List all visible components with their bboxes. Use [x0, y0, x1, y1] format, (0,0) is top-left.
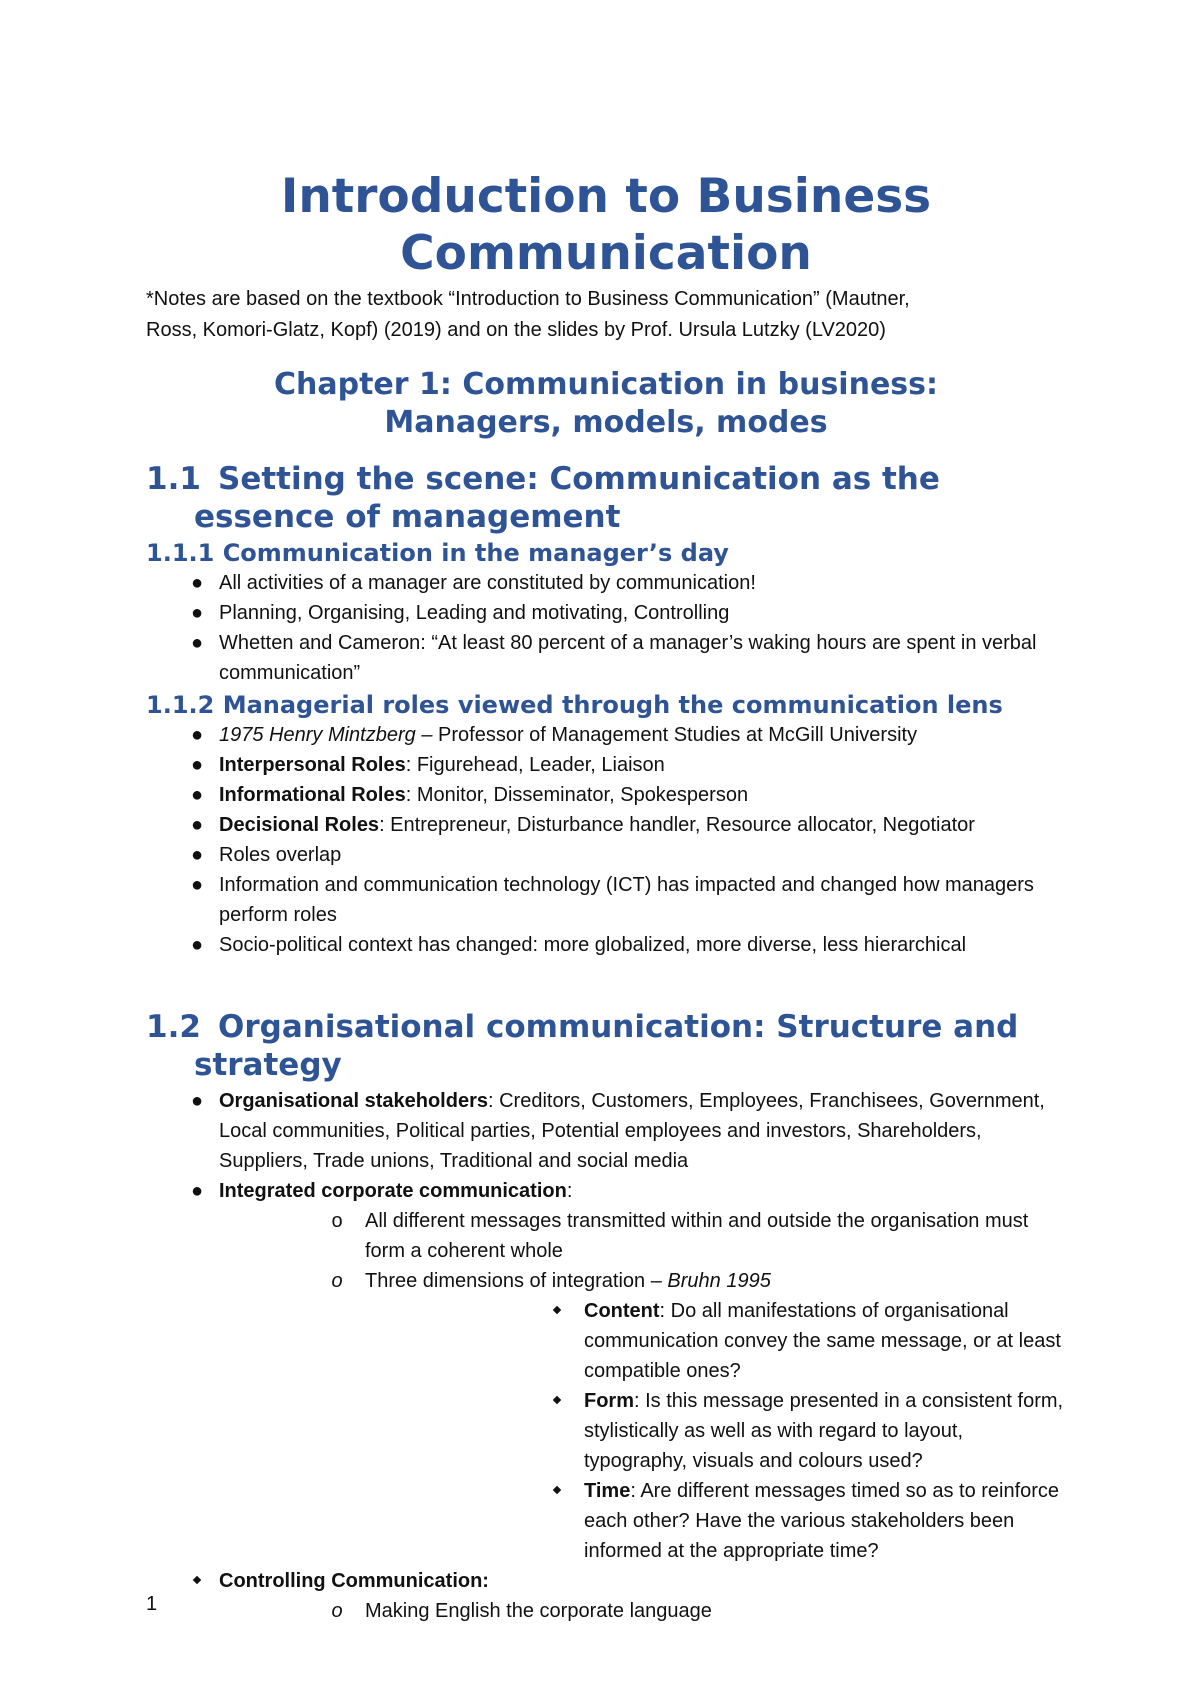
square-bullet-icon: [547, 1296, 567, 1326]
square-bullet-icon: [547, 1386, 567, 1416]
section-1-1-2-heading: 1.1.2 Managerial roles viewed through the communication lens: [146, 691, 1003, 719]
list-item-bold: Interpersonal Roles: [219, 754, 406, 776]
list-item-text: Planning, Organising, Leading and motivating, Controlling: [219, 602, 730, 624]
bullet-icon: ●: [190, 1090, 204, 1112]
page-number: 1: [146, 1593, 158, 1615]
integrated-sublist: [219, 1206, 1066, 1566]
section-1-1-1-heading: 1.1.1 Communication in the manager’s day: [146, 539, 729, 567]
dimensions-sublist: [365, 1296, 1066, 1566]
list-item-text: Socio-political context has changed: more globalized, more diverse, less hierarchical: [219, 934, 967, 956]
controlling-sublist: [219, 1596, 1066, 1626]
dimension-item: [365, 1296, 1066, 1386]
dimension-item: [365, 1476, 1066, 1566]
section-title: Organisational communication: Structure and strategy: [194, 1009, 1019, 1083]
list-item-text: Information and communication technology (ICT) has impacted and changed how managers perform roles: [219, 874, 1034, 926]
list-item-text: : Entrepreneur, Disturbance handler, Resource allocator, Negotiator: [379, 814, 975, 836]
circle-bullet-icon: o: [331, 1270, 343, 1292]
bullet-icon: ●: [190, 814, 204, 836]
list-item-text: – Professor of Management Studies at McGill University: [415, 724, 918, 746]
list-item-text: All activities of a manager are constituted by communication!: [219, 572, 756, 594]
list-item-italic: 1975 Henry Mintzberg: [219, 724, 416, 746]
bullet-icon: ●: [190, 784, 204, 806]
list-item-text: : Monitor, Disseminator, Spokesperson: [405, 784, 749, 806]
list-item: [146, 568, 1066, 598]
list-item: [146, 720, 1066, 750]
list-item: [146, 598, 1066, 628]
list-item: [146, 628, 1066, 688]
list-item-text: Making English the corporate language: [365, 1600, 712, 1622]
list-item-bold: Controlling Communication:: [219, 1570, 489, 1592]
section-1-1-1-list: [146, 568, 1066, 688]
chapter-heading: [146, 366, 1066, 442]
list-item: [146, 1566, 1066, 1626]
title-line-2: Communication: [400, 226, 812, 281]
list-item: [146, 840, 1066, 870]
page-content: [146, 168, 1066, 1626]
list-item: [146, 870, 1066, 930]
bullet-icon: ●: [190, 754, 204, 776]
bullet-icon: ●: [190, 934, 204, 956]
document-title: [146, 168, 1066, 282]
notes-line-2: Ross, Komori-Glatz, Kopf) (2019) and on the slides by Prof. Ursula Lutzky (LV2020): [146, 319, 886, 341]
section-1-1-heading: [146, 460, 1066, 536]
list-item-text: : Is this message presented in a consistent form, stylistically as well as with regard to layout, typography, visuals and colours used?: [584, 1390, 1064, 1472]
list-item-text: Roles overlap: [219, 844, 342, 866]
list-item-text: :: [566, 1180, 573, 1202]
section-1-2-heading: [146, 1008, 1066, 1084]
chapter-line-2: Managers, models, modes: [384, 405, 828, 440]
sublist-item: [219, 1206, 1066, 1266]
bullet-icon: ●: [190, 572, 204, 594]
dimension-item: [365, 1386, 1066, 1476]
bullet-icon: ●: [190, 874, 204, 896]
list-item-text: : Creditors, Customers, Employees, Franchisees, Government, Local communities, Political parties, Potential employees and investors, Shareholders, Suppliers, Trade unions, Traditional and social media: [219, 1090, 1045, 1172]
list-item-bold: Integrated corporate communication: [219, 1180, 567, 1202]
list-item: [146, 780, 1066, 810]
list-item-text: : Are different messages timed so as to reinforce each other? Have the various stakeholders been informed at the appropriate time?: [584, 1480, 1060, 1562]
list-item-bold: Content: [584, 1300, 660, 1322]
list-item-bold: Organisational stakeholders: [219, 1090, 488, 1112]
bullet-icon: ●: [190, 724, 204, 746]
section-1-2-list: [146, 1086, 1066, 1626]
section-1-1-2-list: [146, 720, 1066, 960]
list-item-bold: Informational Roles: [219, 784, 406, 806]
title-line-1: Introduction to Business: [280, 169, 932, 224]
section-number: 1.2: [146, 1009, 201, 1045]
square-bullet-icon: [187, 1566, 207, 1596]
list-item-bold: Time: [584, 1480, 631, 1502]
list-item-italic: Bruhn 1995: [667, 1270, 771, 1292]
circle-bullet-icon: o: [331, 1600, 343, 1622]
list-item-bold: Decisional Roles: [219, 814, 380, 836]
list-item-bold: Form: [584, 1390, 634, 1412]
source-notes: [146, 284, 1066, 346]
list-item: [146, 1086, 1066, 1176]
list-item-text: Whetten and Cameron: “At least 80 percent of a manager’s waking hours are spent in verbal communication”: [219, 632, 1037, 684]
circle-bullet-icon: o: [331, 1210, 343, 1232]
bullet-icon: ●: [190, 844, 204, 866]
list-item-text: : Do all manifestations of organisational communication convey the same message, or at least compatible ones?: [584, 1300, 1061, 1382]
sublist-item: [219, 1266, 1066, 1566]
list-item: [146, 1176, 1066, 1566]
notes-line-1: *Notes are based on the textbook “Introduction to Business Communication” (Mautner,: [146, 288, 910, 310]
section-number: 1.1: [146, 461, 201, 497]
chapter-line-1: Chapter 1: Communication in business:: [273, 367, 938, 402]
list-item: [146, 750, 1066, 780]
section-title: Setting the scene: Communication as the essence of management: [194, 461, 940, 535]
list-item-text: Three dimensions of integration –: [365, 1270, 668, 1292]
list-item-text: All different messages transmitted within and outside the organisation must form a coherent whole: [365, 1210, 1029, 1262]
list-item-text: : Figurehead, Leader, Liaison: [405, 754, 665, 776]
list-item: [146, 930, 1066, 960]
list-item: [146, 810, 1066, 840]
bullet-icon: ●: [190, 602, 204, 624]
square-bullet-icon: [547, 1476, 567, 1506]
sublist-item: [219, 1596, 1066, 1626]
bullet-icon: ●: [190, 632, 204, 654]
bullet-icon: ●: [190, 1180, 204, 1202]
